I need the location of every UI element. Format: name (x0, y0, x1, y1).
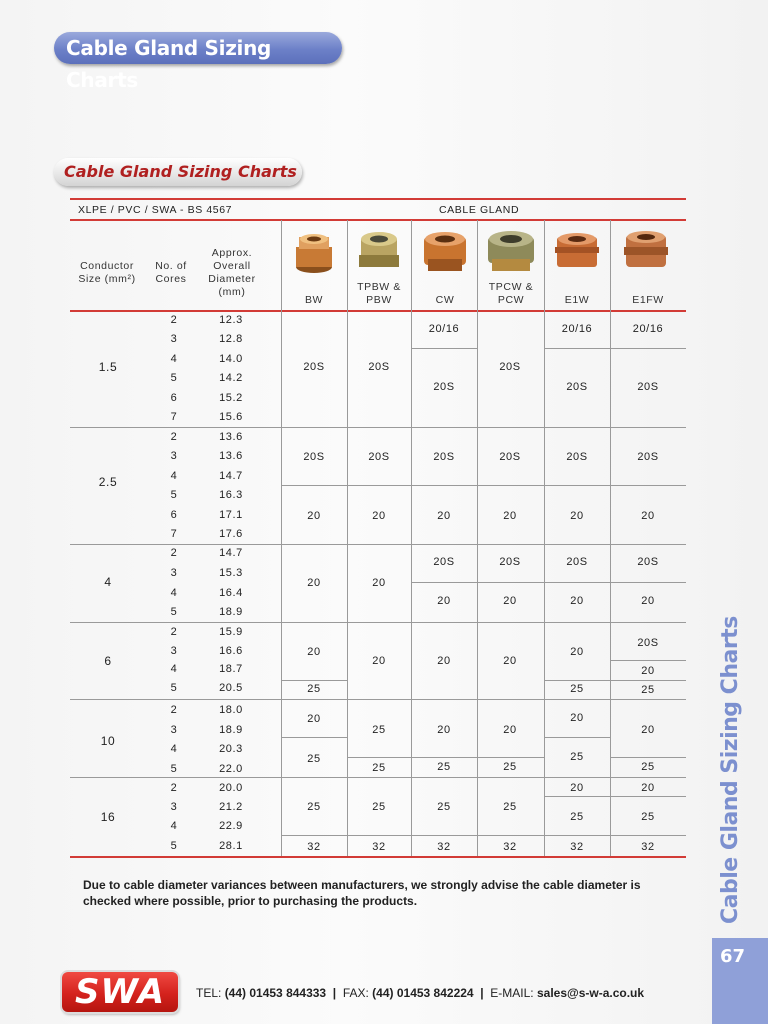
core-count: 3 (170, 644, 178, 657)
gland-e1w-label: E1W (564, 294, 590, 306)
page-header-title: Cable Gland Sizing Charts (54, 32, 342, 64)
gland-cw-label: CW (435, 294, 455, 306)
cell-value: 20 (503, 595, 517, 607)
cell-value: 25 (307, 801, 321, 813)
overall-diameter: 18.9 (219, 606, 243, 619)
cell-value: 20 (641, 595, 655, 607)
core-count: 2 (170, 314, 178, 326)
core-count: 5 (170, 489, 178, 502)
page-number: 67 (720, 946, 746, 967)
cell-value: 20 (503, 724, 517, 736)
core-count: 2 (170, 782, 178, 794)
cell-value: 20S (637, 451, 659, 463)
cell-value: 32 (570, 841, 584, 853)
overall-diameter: 15.3 (219, 566, 243, 579)
cell-value: 25 (372, 724, 386, 736)
side-title: Cable Gland Sizing Charts (718, 616, 743, 924)
overall-diameter: 14.7 (219, 547, 243, 559)
core-count: 4 (170, 352, 178, 365)
e1w-gland-image (551, 229, 603, 275)
overall-diameter: 20.0 (219, 782, 243, 794)
conductor-size: 4 (104, 575, 112, 589)
gland-bw-label: BW (304, 294, 324, 306)
cell-value: 20 (570, 646, 584, 658)
cell-value: 32 (437, 841, 451, 853)
cell-value: 20/16 (632, 323, 664, 335)
overall-diameter: 15.2 (219, 391, 243, 404)
cell-value: 32 (641, 841, 655, 853)
cell-value: 20/16 (428, 323, 460, 335)
cell-value: 20S (433, 381, 455, 393)
core-count: 6 (170, 391, 178, 404)
cell-value: 20 (570, 510, 584, 522)
cell-value: 20 (372, 510, 386, 522)
conductor-size: 16 (100, 810, 116, 824)
cell-value: 20/16 (561, 323, 593, 335)
cell-value: 20S (368, 361, 390, 373)
cell-value: 20 (307, 510, 321, 522)
overall-diameter: 12.8 (219, 333, 243, 346)
cell-value: 20 (641, 665, 655, 677)
conductor-size: 2.5 (98, 475, 118, 489)
cell-value: 25 (372, 801, 386, 813)
overall-diameter: 15.6 (219, 411, 243, 423)
core-count: 3 (170, 333, 178, 346)
gland-tpcw-label: TPCW & PCW (488, 281, 534, 306)
cell-value: 20S (499, 361, 521, 373)
overall-diameter: 16.3 (219, 489, 243, 502)
core-count: 7 (170, 411, 178, 423)
overall-diameter: 17.6 (219, 528, 243, 540)
cell-value: 25 (641, 761, 655, 773)
overall-diameter: 28.1 (219, 839, 243, 852)
cell-value: 32 (503, 841, 517, 853)
fax-number: (44) 01453 842224 (372, 986, 474, 1000)
conductor-size: 6 (104, 654, 112, 668)
cell-value: 20 (307, 713, 321, 725)
cell-value: 32 (372, 841, 386, 853)
bw-gland-image (290, 231, 338, 275)
cell-value: 20 (570, 712, 584, 724)
cell-value: 20S (433, 556, 455, 568)
table-bottom-rule (70, 856, 686, 858)
cell-value: 20 (437, 510, 451, 522)
overall-diameter: 17.1 (219, 508, 243, 521)
cell-value: 25 (307, 683, 321, 695)
cell-value: 20S (368, 451, 390, 463)
cell-value: 25 (570, 751, 584, 763)
core-count: 2 (170, 431, 178, 443)
cell-value: 20 (570, 782, 584, 794)
core-count: 4 (170, 586, 178, 599)
cable-diameter-note: Due to cable diameter variances between manufacturers, we strongly advise the cable diameter is checked where possible, prior to purchasing the products. (83, 878, 641, 908)
overall-diameter: 15.9 (219, 626, 243, 638)
swa-logo: SWA (62, 972, 178, 1012)
cell-value: 25 (503, 761, 517, 773)
cell-value: 20S (499, 556, 521, 568)
cell-value: 25 (641, 684, 655, 696)
cell-value: 25 (437, 761, 451, 773)
cell-value: 20S (637, 637, 659, 649)
conductor-size: 1.5 (98, 360, 118, 374)
cell-value: 20 (641, 782, 655, 794)
overall-diameter: 22.0 (219, 762, 243, 775)
gland-label: CABLE GLAND (439, 204, 520, 216)
contact-footer: TEL: (44) 01453 844333 | FAX: (44) 01453 842224 | E-MAIL: sales@s-w-a.co.uk (196, 986, 645, 1000)
overall-diameter: 18.0 (219, 704, 243, 716)
cell-value: 20 (437, 724, 451, 736)
overall-diameter: 12.3 (219, 314, 243, 326)
cw-gland-image (418, 229, 472, 275)
core-count: 5 (170, 762, 178, 775)
col-cores-header: No. of Cores (155, 260, 187, 285)
cell-value: 25 (641, 811, 655, 823)
core-count: 2 (170, 704, 178, 716)
core-count: 3 (170, 723, 178, 736)
overall-diameter: 14.2 (219, 372, 243, 385)
cell-value: 25 (372, 762, 386, 774)
cell-value: 25 (570, 683, 584, 695)
cell-value: 20 (372, 577, 386, 589)
cell-value: 20 (372, 655, 386, 667)
cell-value: 20 (437, 595, 451, 607)
cell-value: 20S (433, 451, 455, 463)
table-subheader-rule (70, 310, 686, 312)
overall-diameter: 20.3 (219, 743, 243, 756)
table-header-rule (70, 219, 686, 221)
cell-value: 20S (637, 556, 659, 568)
cell-value: 20 (570, 595, 584, 607)
cell-value: 20 (641, 510, 655, 522)
core-count: 4 (170, 469, 178, 482)
cell-value: 20 (307, 646, 321, 658)
gland-e1fw-label: E1FW (632, 294, 664, 306)
core-count: 4 (170, 743, 178, 756)
overall-diameter: 16.6 (219, 644, 243, 657)
col-conductor-header: Conductor Size (mm²) (78, 260, 136, 285)
core-count: 3 (170, 450, 178, 463)
core-count: 4 (170, 663, 178, 676)
cell-value: 32 (307, 841, 321, 853)
cell-value: 25 (503, 801, 517, 813)
cell-value: 20S (566, 556, 588, 568)
col-diameter-header: Approx. Overall Diameter (mm) (208, 247, 256, 298)
cell-value: 20S (637, 381, 659, 393)
core-count: 2 (170, 547, 178, 559)
cell-value: 20S (303, 451, 325, 463)
telephone-number: (44) 01453 844333 (224, 986, 327, 1000)
cell-value: 20S (566, 381, 588, 393)
cell-value: 25 (437, 801, 451, 813)
cell-value: 20 (437, 655, 451, 667)
core-count: 3 (170, 566, 178, 579)
core-count: 6 (170, 508, 178, 521)
core-count: 3 (170, 801, 178, 814)
e1fw-gland-image (618, 227, 674, 275)
core-count: 5 (170, 372, 178, 385)
conductor-size: 10 (100, 734, 116, 748)
gland-tpbw-label: TPBW & PBW (357, 281, 401, 306)
overall-diameter: 14.0 (219, 352, 243, 365)
cell-value: 20 (641, 724, 655, 736)
overall-diameter: 13.6 (219, 431, 243, 443)
overall-diameter: 22.9 (219, 820, 243, 833)
core-count: 4 (170, 820, 178, 833)
table-top-rule (70, 198, 686, 200)
standard-label: XLPE / PVC / SWA - BS 4567 (78, 204, 233, 216)
core-count: 7 (170, 528, 178, 540)
core-count: 5 (170, 606, 178, 619)
core-count: 5 (170, 681, 178, 694)
email-link[interactable]: sales@s-w-a.co.uk (536, 986, 645, 1000)
overall-diameter: 14.7 (219, 469, 243, 482)
overall-diameter: 21.2 (219, 801, 243, 814)
cell-value: 25 (307, 753, 321, 765)
core-count: 5 (170, 839, 178, 852)
cell-value: 20S (566, 451, 588, 463)
overall-diameter: 18.7 (219, 663, 243, 676)
cell-value: 20S (303, 361, 325, 373)
overall-diameter: 18.9 (219, 723, 243, 736)
cell-value: 20 (503, 655, 517, 667)
sizing-table (70, 197, 686, 857)
tpbw-gland-image (353, 227, 405, 273)
cell-value: 20S (499, 451, 521, 463)
cell-value: 25 (570, 811, 584, 823)
overall-diameter: 16.4 (219, 586, 243, 599)
overall-diameter: 20.5 (219, 681, 243, 694)
cell-value: 20 (307, 577, 321, 589)
core-count: 2 (170, 626, 178, 638)
tpcw-gland-image (482, 227, 540, 275)
overall-diameter: 13.6 (219, 450, 243, 463)
chart-title: Cable Gland Sizing Charts (54, 158, 302, 186)
cell-value: 20 (503, 510, 517, 522)
